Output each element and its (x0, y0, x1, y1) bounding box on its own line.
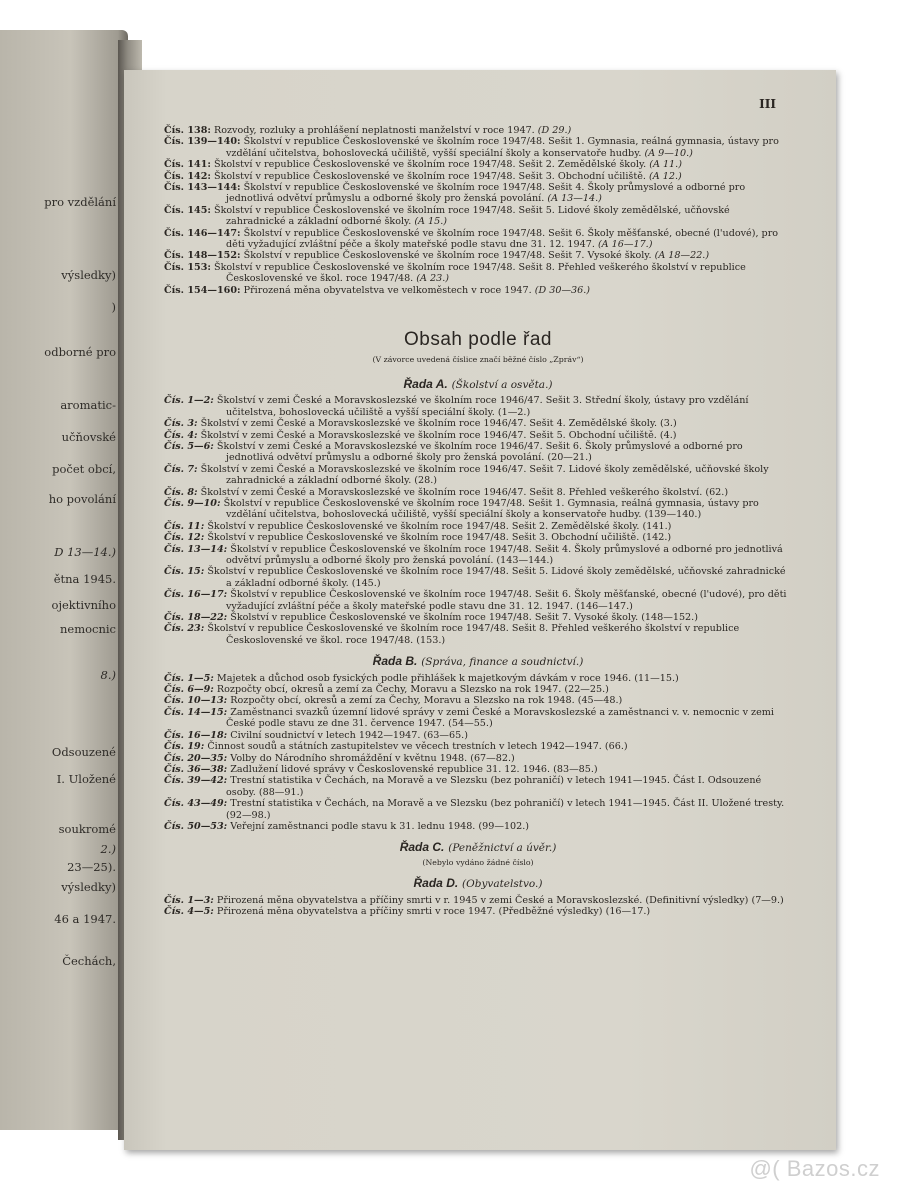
toc-entry (164, 487, 792, 498)
toc-entry (164, 695, 792, 706)
entry-text: Přirozená měna obyvatelstva a příčiny smrti v r. 1945 v zemi České a Moravskoslezské. (Definitivní výsledky) (7—9.) (216, 894, 784, 906)
entry-text: Školství v republice Československé ve školním roce 1947/48. Sešit 5. Lidové školy zemědělské, učňovské zahradnické a základní odborné školy. (214, 204, 730, 228)
left-page-fragment: ho povolání (48, 492, 116, 506)
series-c-desc: (Peněžnictví a úvěr.) (448, 842, 557, 855)
entry-number: Čís. 20—35: (164, 752, 228, 764)
toc-entry (164, 125, 792, 136)
entry-number: Čís. 23: (164, 623, 205, 635)
entry-number: Čís. 1—2: (164, 395, 214, 407)
entry-number: Čís. 39—42: (164, 775, 228, 787)
toc-entry (164, 589, 792, 612)
entry-text: Zaměstnanci svazků územní lidové správy v zemi České a Moravskoslezské a zaměstnanci v. v. nemocnic v zemi České podle stavu ze dne 31. července 1947. (54—55.) (226, 706, 774, 730)
entry-number: Čís. 143—144: (164, 182, 241, 194)
entry-number: Čís. 142: (164, 170, 211, 182)
entry-reference: (D 30—36.) (534, 284, 591, 296)
toc-entry (164, 136, 792, 159)
left-page-fragment: ětna 1945. (53, 572, 116, 586)
entry-number: Čís. 8: (164, 486, 198, 498)
left-page-fragment: učňovské (61, 430, 116, 444)
entry-text: Přirozená měna obyvatelstva a příčiny smrti v roce 1947. (Předběžné výsledky) (16—17.) (216, 905, 651, 917)
left-page-fragment: Čechách, (62, 954, 116, 968)
toc-entry (164, 544, 792, 567)
toc-entry (164, 623, 792, 646)
left-page-fragment: 46 a 1947. (54, 912, 116, 926)
toc-entry (164, 775, 792, 798)
entry-number: Čís. 145: (164, 204, 211, 216)
entry-number: Čís. 10—13: (164, 695, 228, 707)
entry-text: Školství v zemi České a Moravskoslezské ve školním roce 1946/47. Sešit 8. Přehled veškerého školství. (62.) (200, 486, 729, 498)
entry-text: Rozpočty obcí, okresů a zemí za Čechy, Moravu a Slezsko na rok 1948. (45—48.) (230, 695, 623, 707)
toc-entry (164, 707, 792, 730)
entry-number: Čís. 16—18: (164, 729, 228, 741)
left-page-fragment: D 13—14.) (54, 545, 116, 559)
series-b-list (164, 673, 792, 833)
entry-number: Čís. 139—140: (164, 136, 241, 148)
entry-number: Čís. 18—22: (164, 612, 228, 624)
toc-entry (164, 228, 792, 251)
entry-number: Čís. 50—53: (164, 820, 228, 832)
entry-number: Čís. 3: (164, 418, 198, 430)
entry-text: Školství v republice Československé ve školním roce 1947/48. Sešit 2. Zemědělské školy. (214, 159, 647, 171)
entry-text: Školství v republice Československé ve školním roce 1947/48. Sešit 7. Vysoké školy. (243, 250, 652, 262)
entry-number: Čís. 4—5: (164, 905, 214, 917)
entry-text: Školství v republice Československé ve školním roce 1947/48. Sešit 6. Školy měšťanské, obecné (l'udové), pro děti vyžadující zvláštní péče a školy mateřské podle stavu dne 31. 12. 1947. (226, 227, 779, 251)
entry-number: Čís. 16—17: (164, 589, 228, 601)
left-page-fragment: počet obcí, (52, 462, 116, 476)
left-page-fragment: aromatic- (60, 398, 116, 412)
entry-number: Čís. 141: (164, 159, 211, 171)
toc-entry (164, 730, 792, 741)
series-a-heading (164, 376, 792, 391)
series-d-heading (164, 878, 792, 890)
series-c-name: Řada C. (399, 840, 445, 855)
entry-text: Trestní statistika v Čechách, na Moravě a ve Slezsku (bez pohraničí) v letech 1941—1945. Část II. Uložené tresty. (92—98.) (226, 798, 785, 821)
entry-text: Školství v zemi České a Moravskoslezské ve školním roce 1946/47. Sešit 7. Lidové školy zemědělské, učňovské školy zahradnické a základní odborné školy. (28.) (200, 463, 769, 487)
entry-text: Školství v republice Československé ve školním roce 1947/48. Sešit 1. Gymnasia, reálná gymnasia, ústavy pro vzdělání učitelstva, bohoslovecká učiliště, vyšší speciální školy a konservatoře hudby. (139—140.) (223, 497, 759, 521)
toc-entry (164, 182, 792, 205)
entry-text: Civilní soudnictví v letech 1942—1947. (63—65.) (230, 729, 468, 741)
toc-entry (164, 566, 792, 589)
entry-text: Školství v republice Československé ve školním roce 1947/48. Sešit 3. Obchodní učiliště. (214, 170, 646, 182)
entry-text: Zadlužení lidové správy v Československé republice 31. 12. 1946. (83—85.) (230, 763, 598, 775)
entry-text: Školství v republice Československé ve školním roce 1947/48. Sešit 4. Školy průmyslové a odborné pro jednotlivá odvětví průmyslu a odborné školy pro ženská povolání. (226, 182, 746, 205)
toc-entry (164, 159, 792, 170)
left-page-fragment: ojektivního (51, 598, 116, 612)
entry-number: Čís. 15: (164, 566, 205, 578)
toc-entry (164, 205, 792, 228)
entry-number: Čís. 146—147: (164, 227, 241, 239)
toc-entry (164, 684, 792, 695)
entry-text: Trestní statistika v Čechách, na Moravě a ve Slezsku (bez pohraničí) v letech 1941—1945. Část I. Odsouzené osoby. (88—91.) (226, 775, 762, 798)
series-a-name: Řada A. (403, 376, 448, 391)
entry-number: Čís. 7: (164, 463, 198, 475)
left-page-fragment: soukromé (58, 822, 116, 836)
entry-number: Čís. 6—9: (164, 684, 214, 696)
entry-number: Čís. 11: (164, 520, 205, 532)
entry-number: Čís. 1—5: (164, 672, 214, 684)
entry-text: Školství v republice Československé ve školním roce 1947/48. Sešit 2. Zemědělské školy. (141.) (207, 520, 672, 532)
entry-text: Školství v zemi České a Moravskoslezské ve školním roce 1946/47. Sešit 6. Školy průmyslové a odborné pro jednotlivá odvětví průmyslu a odborné školy pro ženská povolání. (20—21.) (216, 440, 743, 464)
entry-number: Čís. 43—49: (164, 798, 228, 810)
left-page (0, 30, 128, 1130)
toc-entry (164, 906, 792, 917)
entry-number: Čís. 13—14: (164, 543, 228, 555)
left-page-fragment: pro vzdělání (44, 195, 116, 209)
entry-text: Majetek a důchod osob fysických podle přihlášek k majetkovým dávkám v roce 1946. (11—15.) (216, 672, 679, 684)
entry-reference: (D 29.) (537, 125, 572, 136)
entry-text: Rozpočty obcí, okresů a zemí za Čechy, Moravu a Slezsko na rok 1947. (22—25.) (216, 684, 609, 696)
entry-number: Čís. 19: (164, 741, 205, 753)
left-page-fragment: 23—25). (67, 860, 116, 874)
toc-entry (164, 612, 792, 623)
section-subtitle: (V závorce uvedená číslice značí běžné číslo „Zpráv“) (372, 354, 584, 364)
entry-reference: (A 12.) (649, 170, 682, 182)
entry-text: Školství v republice Československé ve školním roce 1947/48. Sešit 8. Přehled veškerého školství v republice Československé ve škol. roce 1947/48. (214, 261, 746, 285)
left-page-fragment: výsledky) (61, 268, 116, 282)
entry-number: Čís. 12: (164, 532, 205, 544)
series-c-heading (164, 842, 792, 854)
toc-entry (164, 498, 792, 521)
left-page-fragment: nemocnic (59, 622, 116, 636)
entry-reference: (A 9—10.) (644, 147, 693, 159)
page-content (164, 125, 792, 917)
entry-number: Čís. 9—10: (164, 497, 221, 509)
entry-reference: (A 11.) (649, 159, 682, 171)
left-page-fragment: odborné pro (44, 345, 116, 359)
toc-entry (164, 532, 792, 543)
series-d-desc: (Obyvatelstvo.) (462, 878, 543, 891)
series-a-list (164, 395, 792, 646)
entry-reference: (A 16—17.) (597, 239, 653, 251)
toc-entry (164, 741, 792, 752)
entry-number: Čís. 1—3: (164, 894, 214, 906)
entry-text: Školství v republice Československé ve školním roce 1947/48. Sešit 5. Lidové školy zemědělské, učňovské zahradnické a základní odborné školy. (145.) (207, 566, 786, 589)
entry-text: Školství v republice Československé ve školním roce 1947/48. Sešit 8. Přehled veškerého školství v republice Československé ve škol. roce 1947/48. (153.) (207, 623, 740, 646)
entry-text: Rozvody, rozluky a prohlášení neplatnosti manželství v roce 1947. (214, 125, 535, 136)
entry-reference: (A 13—14.) (547, 193, 602, 205)
entry-reference: (A 18—22.) (654, 250, 710, 262)
watermark-logo: @( Bazos.cz (749, 1156, 880, 1181)
toc-entry (164, 464, 792, 487)
entry-text: Školství v republice Československé ve školním roce 1947/48. Sešit 6. Školy měšťanské, obecné (l'udové), pro děti vyžadující zvláštní péče a školy mateřské podle stavu dne 31. 12. 1947. (146—147.) (226, 589, 787, 612)
entry-number: Čís. 148—152: (164, 250, 241, 262)
series-b-desc: (Správa, finance a soudnictví.) (421, 656, 584, 669)
series-c-note: (Nebylo vydáno žádné číslo) (422, 857, 534, 867)
entry-text: Školství v republice Československé ve školním roce 1947/48. Sešit 4. Školy průmyslové a odborné pro jednotlivá odvětví průmyslu a odborné školy pro ženská povolání. (143—144.) (226, 543, 783, 566)
left-page-fragment: 2.) (100, 842, 116, 856)
toc-entry (164, 430, 792, 441)
left-page-fragment: I. Uložené (56, 772, 116, 786)
toc-entry (164, 798, 792, 821)
series-d-list (164, 895, 792, 918)
entry-text: Školství v republice Československé ve školním roce 1947/48. Sešit 1. Gymnasia, reálná gymnasia, ústavy pro vzdělání učitelstva, bohoslovecká učiliště, vyšší speciální školy a konservatoře hudby. (226, 136, 779, 159)
entry-number: Čís. 154—160: (164, 284, 241, 296)
entry-text: Školství v republice Československé ve školním roce 1947/48. Sešit 3. Obchodní učiliště. (142.) (207, 532, 672, 544)
toc-entry (164, 395, 792, 418)
right-page (124, 70, 836, 1150)
page-number: III (759, 97, 776, 111)
entry-number: Čís. 5—6: (164, 440, 214, 452)
series-a-desc: (Školství a osvěta.) (451, 378, 553, 391)
toc-entry (164, 753, 792, 764)
entry-text: Školství v republice Československé ve školním roce 1947/48. Sešit 7. Vysoké školy. (148—152.) (230, 612, 698, 624)
toc-entry (164, 418, 792, 429)
toc-entry (164, 262, 792, 285)
toc-entry (164, 521, 792, 532)
entry-number: Čís. 14—15: (164, 706, 228, 718)
toc-entry (164, 441, 792, 464)
entry-text: Přirozená měna obyvatelstva ve velkoměstech v roce 1947. (243, 284, 532, 296)
entry-number: Čís. 36—38: (164, 763, 228, 775)
entry-number: Čís. 4: (164, 429, 198, 441)
toc-entry (164, 821, 792, 832)
entry-text: Veřejní zaměstnanci podle stavu k 31. lednu 1948. (99—102.) (230, 820, 530, 832)
entry-reference: (A 23.) (416, 273, 450, 285)
series-d-name: Řada D. (413, 876, 459, 891)
entry-number: Čís. 138: (164, 125, 211, 136)
top-list (164, 125, 792, 296)
entry-reference: (A 15.) (414, 216, 448, 228)
entry-text: Školství v zemi České a Moravskoslezské ve školním roce 1946/47. Sešit 3. Střední školy, ústavy pro vzdělání učitelstva, bohoslovecká učiliště a vyšší speciální školy. (1—2.) (216, 395, 749, 418)
left-page-fragment: ) (111, 300, 116, 314)
entry-text: Volby do Národního shromáždění v květnu 1948. (67—82.) (230, 752, 515, 764)
entry-text: Školství v zemi České a Moravskoslezské ve školním roce 1946/47. Sešit 4. Zemědělské školy. (3.) (200, 418, 677, 430)
series-b-heading (164, 656, 792, 668)
left-page-fragment: Odsouzené (51, 745, 116, 759)
entry-text: Školství v zemi České a Moravskoslezské ve školním roce 1946/47. Sešit 5. Obchodní učiliště. (4.) (200, 429, 677, 441)
series-b-name: Řada B. (372, 654, 418, 669)
toc-entry (164, 250, 792, 261)
entry-text: Činnost soudů a státních zastupitelstev ve věcech trestních v letech 1942—1947. (66.) (207, 741, 628, 753)
section-title: Obsah podle řad (404, 329, 552, 351)
toc-entry (164, 285, 792, 296)
toc-entry (164, 171, 792, 182)
toc-entry (164, 895, 792, 906)
toc-entry (164, 764, 792, 775)
left-page-fragment: 8.) (100, 668, 116, 682)
left-page-fragment: výsledky) (61, 880, 116, 894)
entry-number: Čís. 153: (164, 261, 211, 273)
toc-entry (164, 673, 792, 684)
